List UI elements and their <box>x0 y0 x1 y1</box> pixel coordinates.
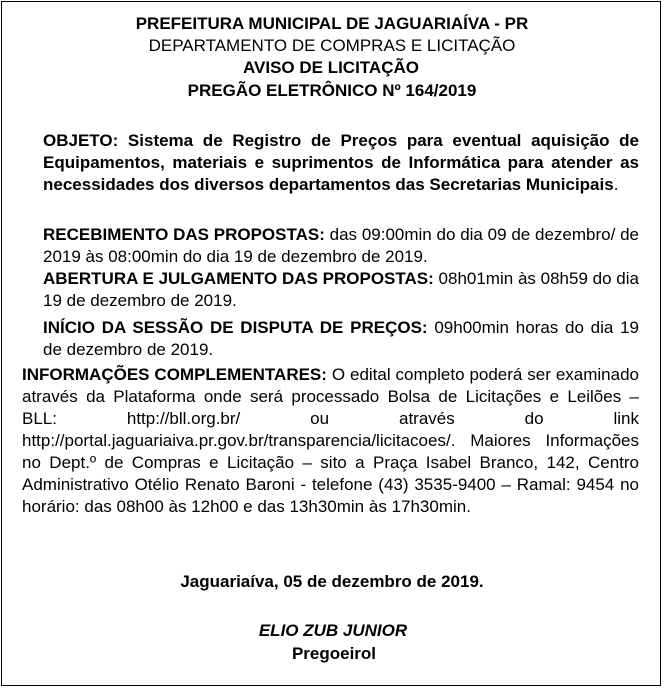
inicio-paragraph <box>43 317 639 361</box>
recebimento-text: das 09:00min do dia 09 de dezembro/ de 2019 às 08:00min do dia 19 de dezembro de 2019. <box>43 225 639 266</box>
recebimento-label: RECEBIMENTO DAS PROPOSTAS: <box>43 225 325 244</box>
signatory-name: ELIO ZUB JUNIOR <box>258 621 408 640</box>
informacoes-text: O edital completo poderá ser examinado através da Plataforma onde será processado Bolsa de Licitações e Leilões – BLL: http://bll.org.br/ ou através do link http://portal.jaguariaiva.pr.gov.br/transparencia/licitacoes/. Maiores Informações no Dept.º de Compras e Licitação – sito a Praça Isabel Branco, 142, Centro Administrativo Otélio Renato Baroni - telefone (43) 3535-9400 – Ramal: 9454 no horário: das 08h00 às 12h00 e das 13h30min às 17h30min. <box>22 365 639 516</box>
objeto-period: . <box>613 175 619 194</box>
header-notice-title: AVISO DE LICITAÇÃO <box>243 58 419 77</box>
inicio-text: 09h00min horas do dia 19 de dezembro de 2019. <box>43 318 639 359</box>
objeto-text: OBJETO: Sistema de Registro de Preços para eventual aquisição de Equipamentos, materiais e suprimentos de Informática para atender as necessidades dos diversos departamentos das Secretarias Municipais <box>43 131 639 194</box>
abertura-label: ABERTURA E JULGAMENTO DAS PROPOSTAS: <box>43 269 434 288</box>
signature-date: Jaguariaíva, 05 de dezembro de 2019. <box>180 572 484 591</box>
header-pregao-number: PREGÃO ELETRÔNICO Nº 164/2019 <box>187 81 477 100</box>
objeto-paragraph <box>43 130 639 196</box>
recebimento-paragraph <box>43 224 639 268</box>
abertura-paragraph <box>43 268 639 312</box>
header-municipality: PREFEITURA MUNICIPAL DE JAGUARIAÍVA - PR <box>135 14 529 33</box>
inicio-label: INÍCIO DA SESSÃO DE DISPUTA DE PREÇOS: <box>43 318 428 337</box>
signatory-role: Pregoeirol <box>291 644 377 663</box>
header-department: DEPARTAMENTO DE COMPRAS E LICITAÇÃO <box>148 36 516 55</box>
informacoes-paragraph <box>22 364 639 518</box>
informacoes-label: INFORMAÇÕES COMPLEMENTARES: <box>22 365 327 384</box>
abertura-text: 08h01min às 08h59 do dia 19 de dezembro de 2019. <box>43 269 639 310</box>
